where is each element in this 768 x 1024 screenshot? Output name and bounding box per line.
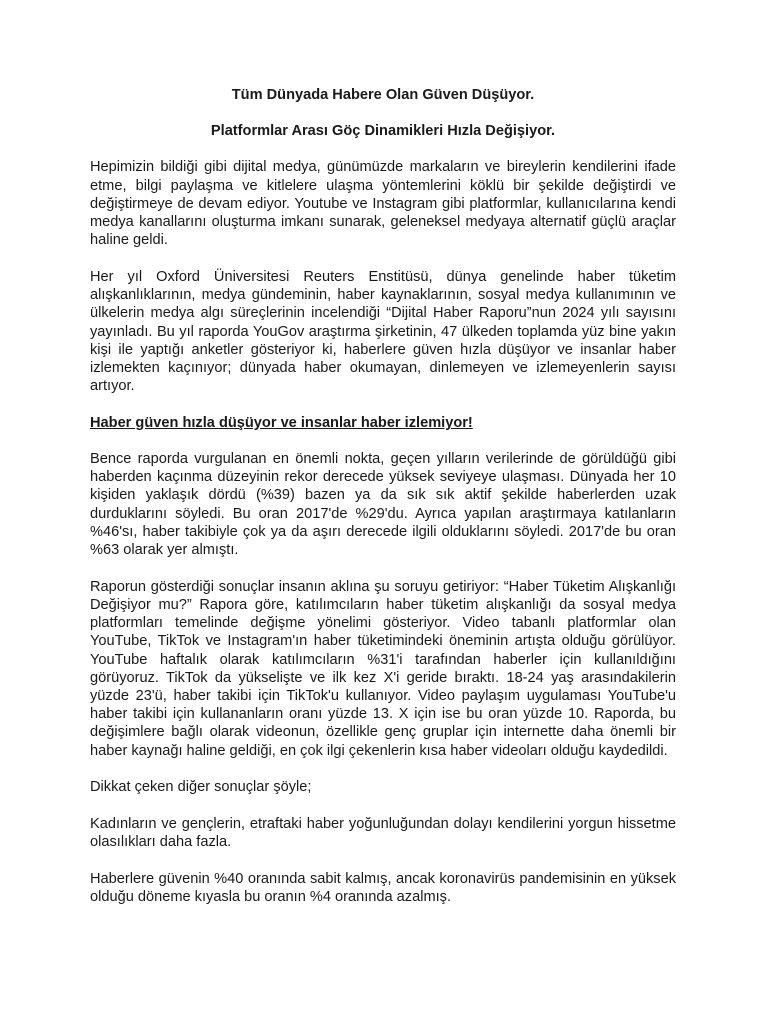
section-paragraph-1: Bence raporda vurgulanan en önemli nokta, geçen yılların verilerinde de görüldüğü gibi haberden kaçınma düzeyinin rekor derecede yüksek seviyeye ulaşması. Dünyada her 10 kişiden yaklaşık dördü (%39) bazen ya da sık sık aktif şekilde haberlerden uzak durduklarını söyledi. Bu oran 2017'de %29'du. Ayrıca yapılan araştırmaya katılanların %46'sı, haber takibiyle çok ya da aşırı derecede ilgili olduklarını söyledi. 2017'de bu oran %63 olarak yer almıştı.	[90, 451, 676, 559]
section-paragraph-3: Dikkat çeken diğer sonuçlar şöyle;	[90, 779, 312, 796]
section-paragraph-2: Raporun gösterdiği sonuçlar insanın aklına şu soruyu getiriyor: “Haber Tüketim Alışkanlığı Değişiyor mu?” Rapora göre, katılımcıların haber tüketim alışkanlığı da sosyal medya platformları temelinde değişme yönelimi gösteriyor. Video tabanlı platformlar olan YouTube, TikTok ve Instagram'ın haber tüketimindeki öneminin artışta olduğu görülüyor. YouTube haftalık olarak katılımcıların %31'i tarafından haberler için kullanıldığını görüyoruz. TikTok da yükselişte ve ilk kez X'i geride bıraktı. 18-24 yaş arasındakilerin yüzde 23'ü, haber takibi için TikTok'u kullanıyor. Video paylaşım uygulaması YouTube'u haber takibi için kullananların oranı yüzde 13. X için ise bu oran yüzde 10. Raporda, bu değişimlere bağlı olarak videonun, özellikle genç gruplar için internette daha önemli bir haber kaynağı haline geldiği, en çok ilgi çekenlerin kısa haber videoları olduğu kaydedildi.	[90, 578, 676, 759]
section-paragraph-5: Haberlere güvenin %40 oranında sabit kalmış, ancak koronavirüs pandemisinin en yüksek olduğu döneme kıyasla bu oranın %4 oranında azalmış.	[90, 870, 676, 906]
document-page	[90, 86, 676, 925]
document-subtitle: Platformlar Arası Göç Dinamikleri Hızla Değişiyor.	[210, 123, 556, 140]
section-heading: Haber güven hızla düşüyor ve insanlar haber izlemiyor!	[90, 414, 473, 431]
intro-paragraph-2: Her yıl Oxford Üniversitesi Reuters Enstitüsü, dünya genelinde haber tüketim alışkanlıklarının, medya gündeminin, haber kaynaklarının, sosyal medya kullanımının ve ülkelerin medya algı süreçlerinin incelendiği “Dijital Haber Raporu”nun 2024 yılı sayısını yayınladı. Bu yıl raporda YouGov araştırma şirketinin, 47 ülkeden toplamda yüz bine yakın kişi ile yaptığı anketler gösteriyor ki, haberlere güven hızla düşüyor ve insanlar haber izlemekten kaçınıyor; dünyada haber okumayan, dinlemeyen ve izlemeyenlerin sayısı artıyor.	[90, 268, 676, 395]
document-title: Tüm Dünyada Habere Olan Güven Düşüyor.	[231, 87, 535, 103]
intro-paragraph-1: Hepimizin bildiği gibi dijital medya, günümüzde markaların ve bireylerin kendilerini ifade etme, bilgi paylaşma ve kitlelere ulaşma yöntemlerini köklü bir şekilde değiştirdi ve değiştirmeye de devam ediyor. Youtube ve Instagram gibi platformlar, kullanıcılarına kendi medya kanallarını oluşturma imkanı sunarak, geleneksel medyaya alternatif güçlü araçlar haline geldi.	[90, 159, 676, 249]
section-paragraph-4: Kadınların ve gençlerin, etraftaki haber yoğunluğundan dolayı kendilerini yorgun hissetme olasılıkları daha fazla.	[90, 816, 676, 851]
